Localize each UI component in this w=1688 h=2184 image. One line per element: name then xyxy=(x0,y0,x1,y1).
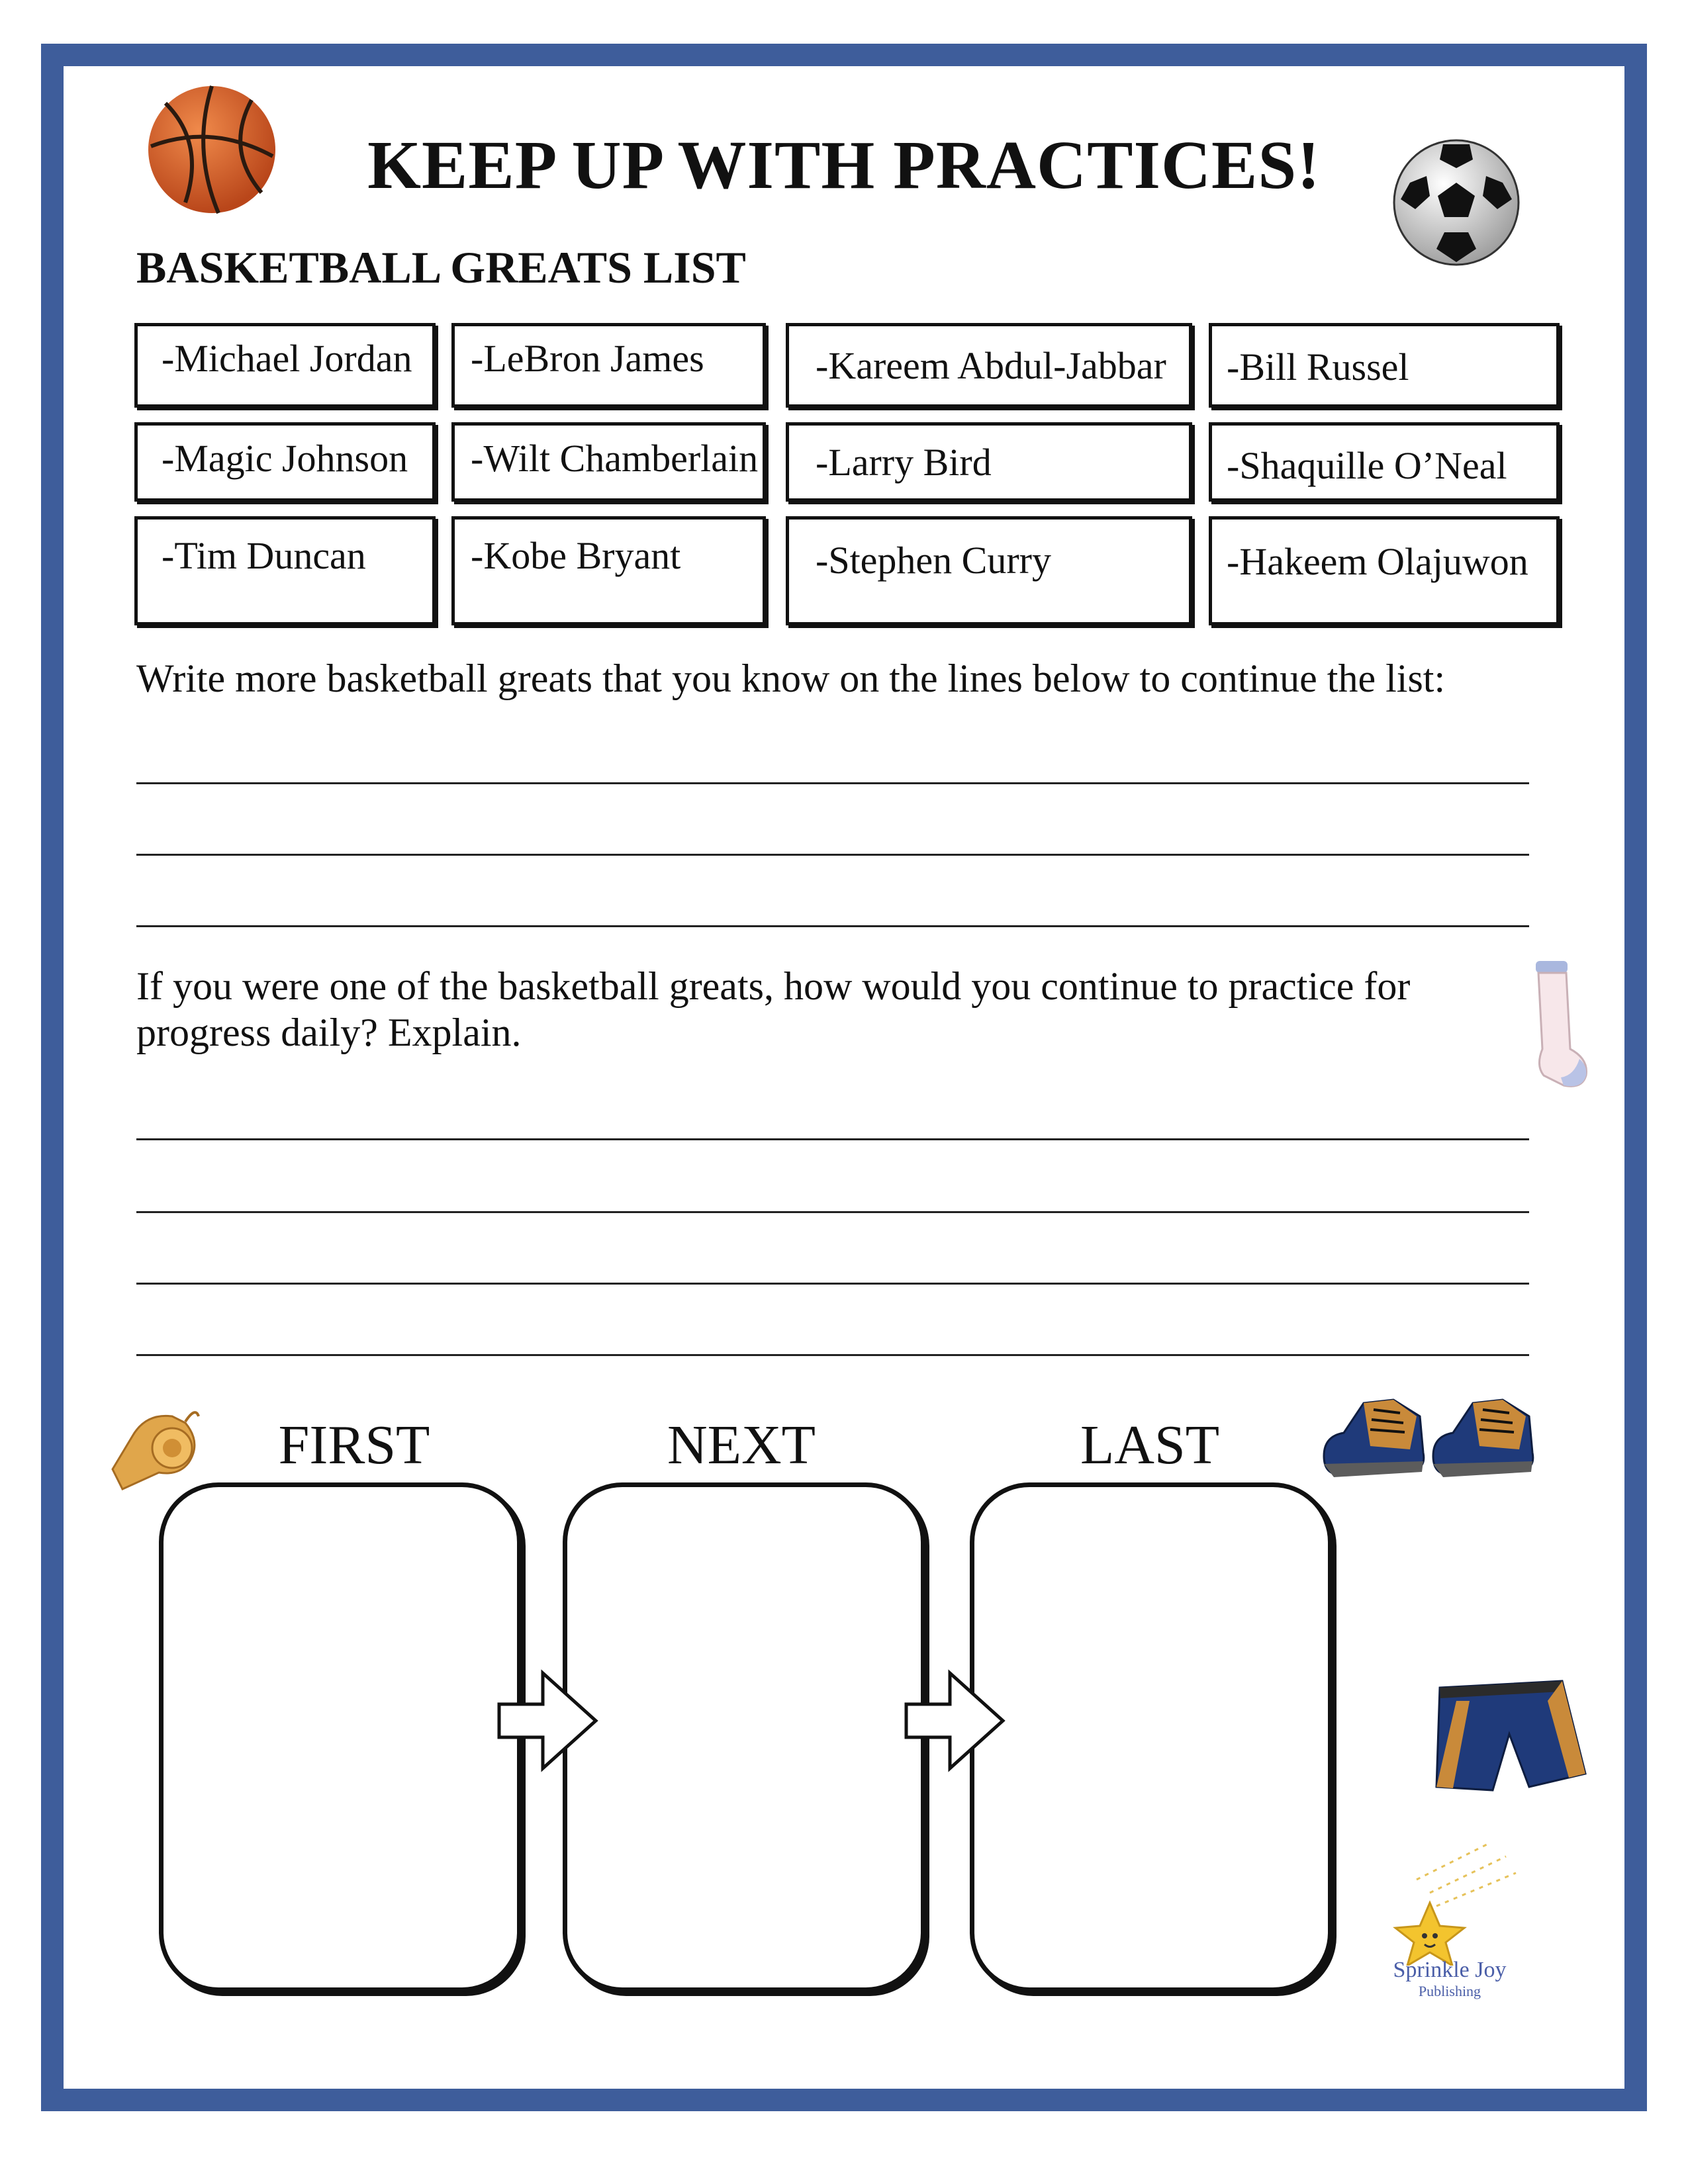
player-cell: -Tim Duncan xyxy=(134,516,436,625)
player-cell: -LeBron James xyxy=(451,323,766,408)
player-cell: -Kobe Bryant xyxy=(451,516,766,625)
label-next: NEXT xyxy=(667,1414,816,1476)
player-cell: -Larry Bird xyxy=(786,422,1192,502)
arrow-right-icon xyxy=(904,1668,1009,1774)
answer-line[interactable] xyxy=(136,925,1529,927)
player-cell: -Kareem Abdul-Jabbar xyxy=(786,323,1192,408)
answer-line[interactable] xyxy=(136,1283,1529,1285)
player-cell: -Michael Jordan xyxy=(134,323,436,408)
logo-tagline: Publishing xyxy=(1418,1983,1481,1999)
logo-name: Sprinkle Joy xyxy=(1393,1958,1507,1982)
prompt-more-greats: Write more basketball greats that you know on the lines below to continue the list: xyxy=(136,657,1446,700)
player-cell: -Wilt Chamberlain xyxy=(451,422,766,502)
star-icon xyxy=(1390,1840,1523,1966)
soccer-ball-icon xyxy=(1390,136,1523,269)
sneakers-icon xyxy=(1317,1390,1536,1489)
answer-line[interactable] xyxy=(136,1138,1529,1140)
page-title: KEEP UP WITH PRACTICES! xyxy=(367,127,1321,203)
next-box[interactable] xyxy=(563,1482,925,1992)
arrow-right-icon xyxy=(496,1668,602,1774)
player-cell: -Bill Russel xyxy=(1209,323,1560,408)
answer-line[interactable] xyxy=(136,782,1529,784)
list-heading: BASKETBALL GREATS LIST xyxy=(136,242,746,293)
answer-line[interactable] xyxy=(136,1354,1529,1356)
last-box[interactable] xyxy=(970,1482,1333,1992)
label-last: LAST xyxy=(1080,1414,1219,1476)
prompt-practice-line-1: If you were one of the basketball greats, how would you continue to practice for xyxy=(136,964,1411,1008)
sock-icon xyxy=(1523,960,1595,1092)
player-cell: -Hakeem Olajuwon xyxy=(1209,516,1560,625)
prompt-practice-line-2: progress daily? Explain. xyxy=(136,1011,522,1054)
player-cell: -Shaquille O’Neal xyxy=(1209,422,1560,502)
label-first: FIRST xyxy=(278,1414,430,1476)
answer-line[interactable] xyxy=(136,854,1529,856)
player-cell: -Magic Johnson xyxy=(134,422,436,502)
shorts-icon xyxy=(1430,1674,1589,1800)
first-box[interactable] xyxy=(159,1482,522,1992)
answer-line[interactable] xyxy=(136,1211,1529,1213)
player-cell: -Stephen Curry xyxy=(786,516,1192,625)
